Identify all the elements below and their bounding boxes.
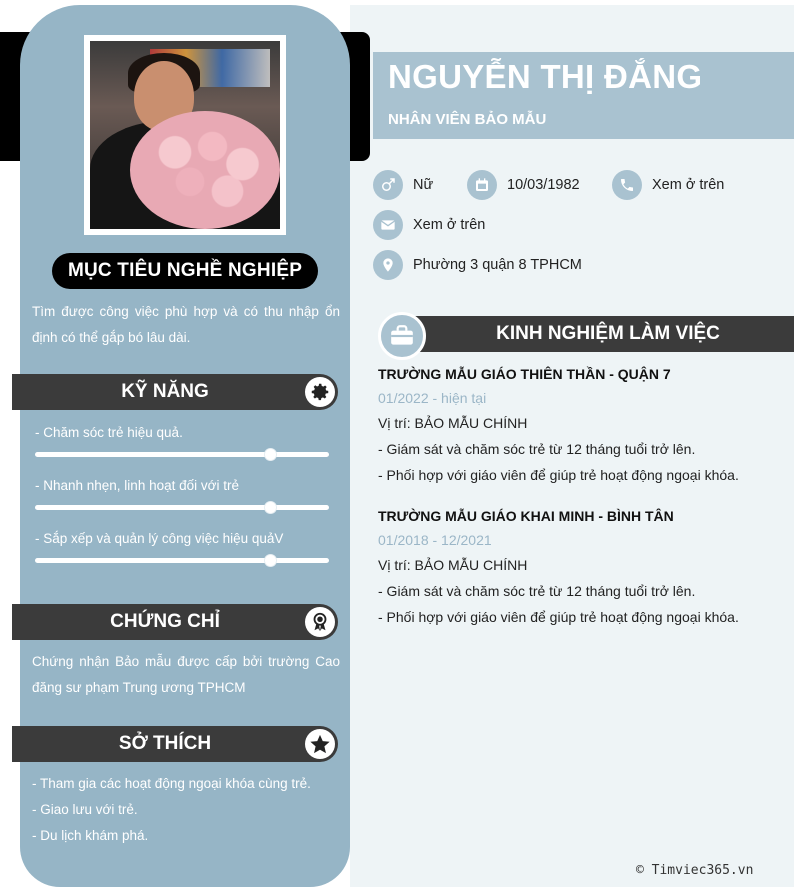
contact-email: [373, 210, 485, 240]
candidate-name: NGUYỄN THỊ ĐẮNG: [388, 58, 703, 95]
objective-text: Tìm được công việc phù hợp và có thu nhập ổn định có thể gắp bó lâu dài.: [32, 304, 340, 345]
job-1-date: 01/2022 - hiện tại: [378, 390, 487, 406]
job-2-date: 01/2018 - 12/2021: [378, 532, 492, 548]
phone-icon: [612, 170, 642, 200]
job-1-company: TRƯỜNG MẪU GIÁO THIÊN THẦN - QUẬN 7: [378, 366, 671, 382]
hobby-item-1: - Tham gia các hoạt động ngoại khóa cùng trẻ.: [32, 776, 311, 791]
skill-bar-3: [35, 558, 329, 563]
hobby-header: [12, 726, 338, 762]
gear-icon: [305, 377, 335, 407]
hobby-title: SỞ THÍCH: [118, 733, 212, 754]
skill-bar-2: [35, 505, 329, 510]
photo-flower-bouquet: [130, 111, 280, 229]
skills-title: KỸ NĂNG: [121, 381, 209, 402]
cert-title: CHỨNG CHỈ: [110, 611, 220, 632]
experience-title: KINH NGHIỆM LÀM VIỆC: [496, 323, 720, 344]
cert-text: Chứng nhận Bảo mẫu được cấp bởi trường Cao đăng sư phạm Trung ương TPHCM: [32, 654, 340, 695]
profile-photo: [84, 35, 286, 235]
email-value: Xem ở trên: [413, 217, 486, 233]
award-icon: [305, 607, 335, 637]
address-value: Phường 3 quận 8 TPHCM: [413, 257, 582, 273]
hobby-item-3: - Du lịch khám phá.: [32, 828, 149, 843]
gender-value: Nữ: [413, 177, 434, 193]
briefcase-icon: [378, 312, 426, 360]
skill-bar-1: [35, 452, 329, 457]
mail-icon: [373, 210, 403, 240]
candidate-role: NHÂN VIÊN BẢO MẪU: [388, 111, 547, 128]
job-2-duty-2: - Phối hợp với giáo viên để giúp trẻ hoạt động ngoại khóa.: [378, 609, 739, 625]
gender-icon: [373, 170, 403, 200]
job-2-position: Vị trí: BẢO MẪU CHÍNH: [378, 557, 528, 573]
skills-header: [12, 374, 338, 410]
job-1-position: Vị trí: BẢO MẪU CHÍNH: [378, 415, 528, 431]
skill-label-2: - Nhanh nhẹn, linh hoạt đối với trẻ: [35, 478, 239, 493]
job-2-duty-1: - Giám sát và chăm sóc trẻ từ 12 tháng tuổi trở lên.: [378, 583, 696, 599]
experience-header: [412, 316, 794, 352]
objective-title: MỤC TIÊU NGHỀ NGHIỆP: [52, 253, 318, 289]
star-icon: [305, 729, 335, 759]
footer-copyright: © Timviec365.vn: [636, 863, 754, 878]
phone-value: Xem ở trên: [652, 177, 725, 193]
job-1-duty-1: - Giám sát và chăm sóc trẻ từ 12 tháng tuổi trở lên.: [378, 441, 696, 457]
birthday-value: 10/03/1982: [507, 177, 580, 193]
contact-gender: [373, 170, 433, 200]
cert-header: [12, 604, 338, 640]
job-1-duty-2: - Phối hợp với giáo viên để giúp trẻ hoạt động ngoại khóa.: [378, 467, 739, 483]
contact-birthday: [467, 170, 580, 200]
skill-label-3: - Sắp xếp và quản lý công việc hiệu quảV: [35, 531, 284, 546]
job-2-company: TRƯỜNG MẪU GIÁO KHAI MINH - BÌNH TÂN: [378, 508, 674, 524]
contact-address: [373, 250, 582, 280]
calendar-icon: [467, 170, 497, 200]
contact-phone: [612, 170, 724, 200]
skill-label-1: - Chăm sóc trẻ hiệu quả.: [35, 425, 183, 440]
location-pin-icon: [373, 250, 403, 280]
hobby-item-2: - Giao lưu với trẻ.: [32, 802, 138, 817]
photo-image: [90, 41, 280, 229]
